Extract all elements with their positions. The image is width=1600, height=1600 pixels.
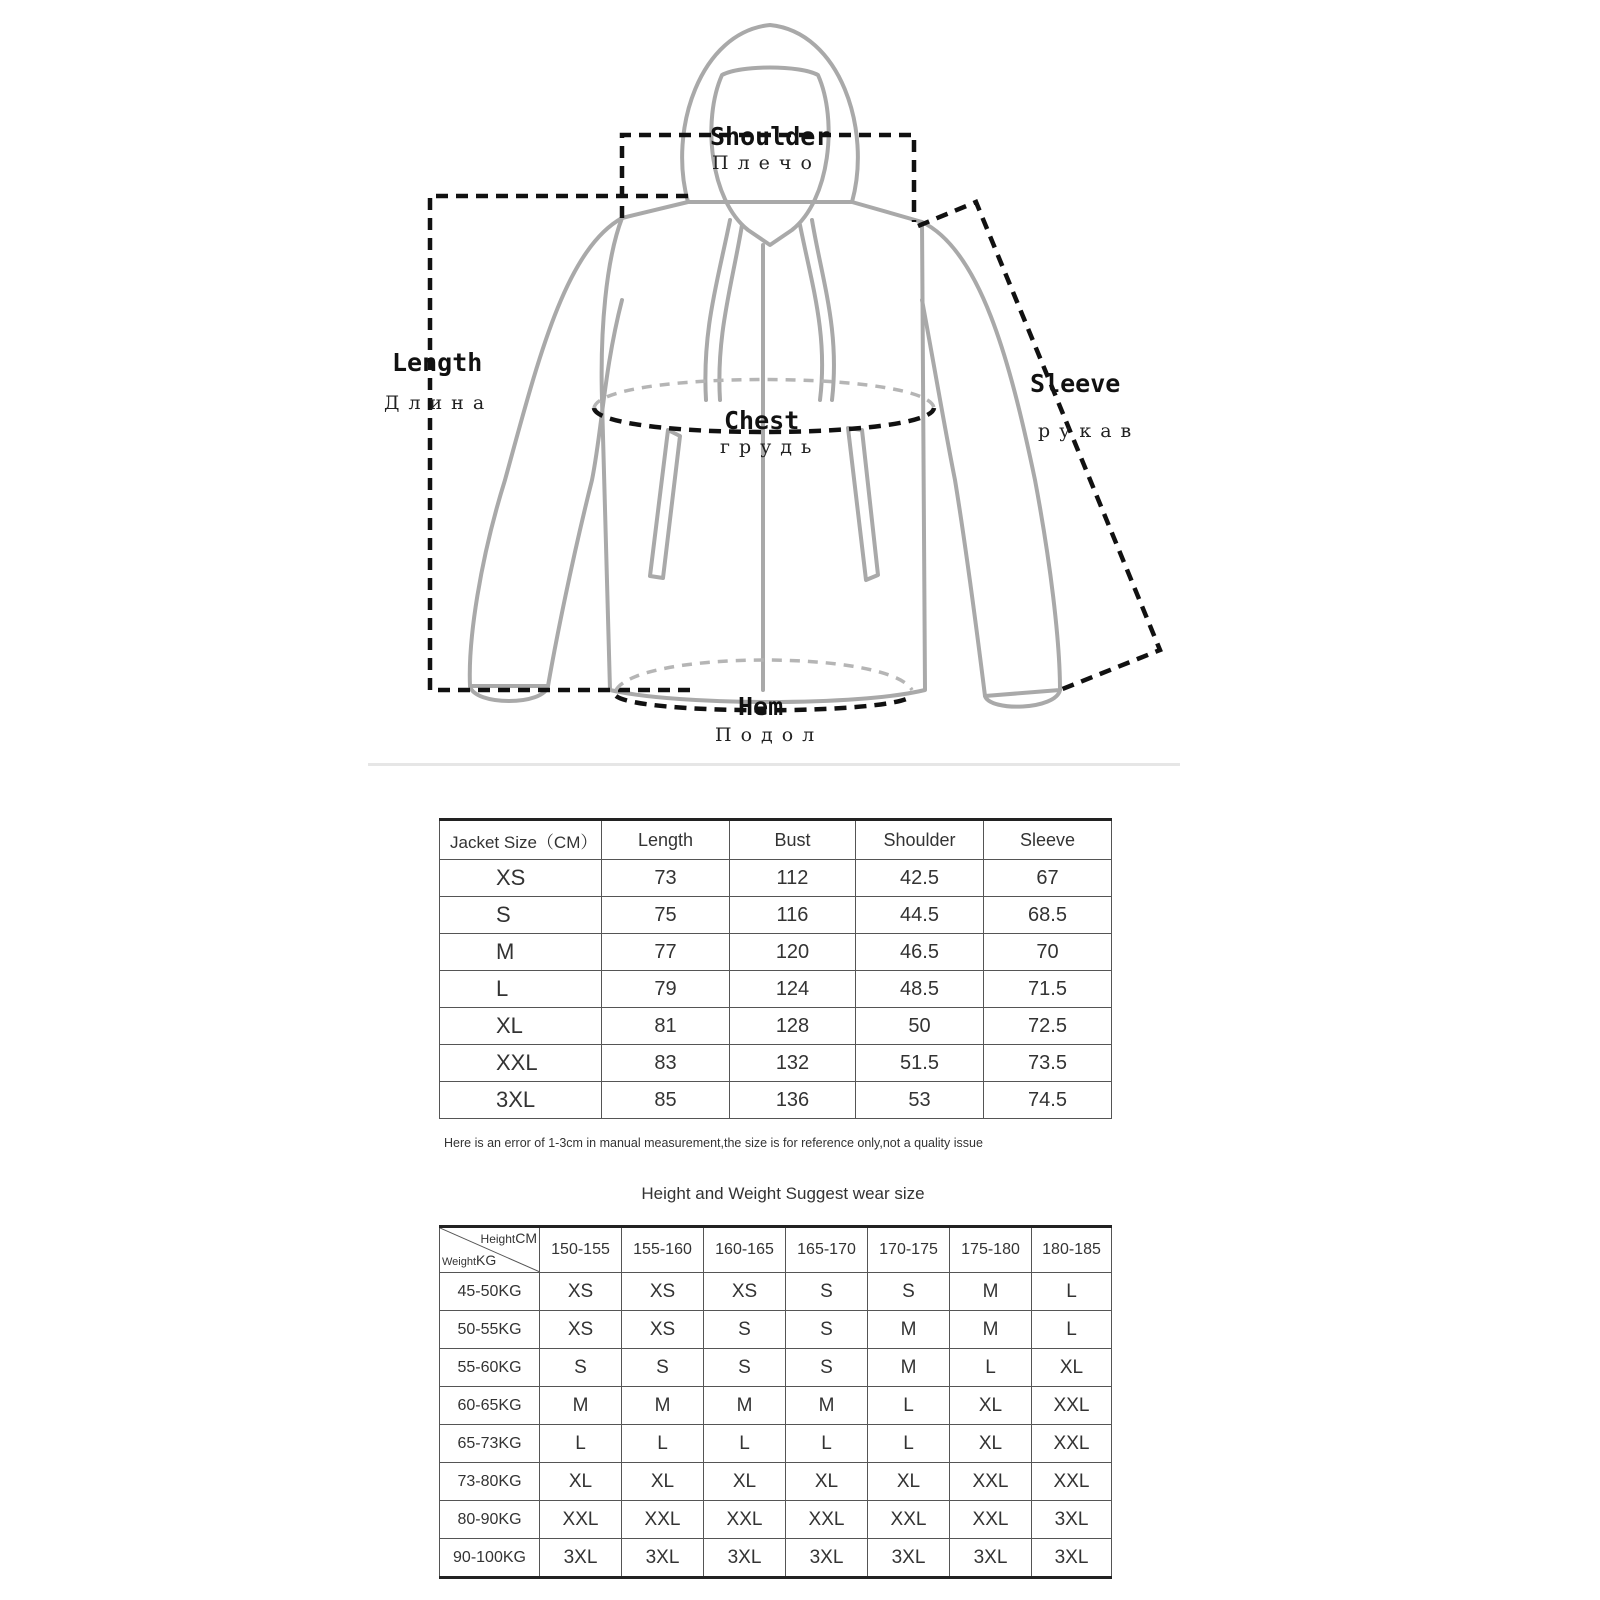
suggested-size-cell: XXL bbox=[540, 1501, 622, 1539]
weight-range-cell: 45-50KG bbox=[440, 1273, 540, 1311]
suggested-size-cell: S bbox=[786, 1349, 868, 1387]
weight-range-cell: 90-100KG bbox=[440, 1539, 540, 1578]
measurement-cell: 68.5 bbox=[984, 897, 1112, 934]
size-table-header-row bbox=[440, 820, 1112, 860]
measurement-cell: 50 bbox=[856, 1008, 984, 1045]
measurement-cell: 71.5 bbox=[984, 971, 1112, 1008]
hem-label: Hem bbox=[738, 692, 784, 721]
suggested-size-cell: S bbox=[704, 1311, 786, 1349]
suggested-size-cell: M bbox=[950, 1273, 1032, 1311]
suggested-size-cell: M bbox=[868, 1311, 950, 1349]
size-table-row bbox=[440, 934, 1112, 971]
size-label-cell: M bbox=[440, 934, 602, 971]
suggested-size-cell: XL bbox=[786, 1463, 868, 1501]
suggested-size-cell: S bbox=[540, 1349, 622, 1387]
suggested-size-cell: 3XL bbox=[1032, 1501, 1112, 1539]
size-table-header-cell: Jacket Size（CM） bbox=[440, 820, 602, 860]
suggested-size-cell: 3XL bbox=[868, 1539, 950, 1578]
suggested-size-cell: XS bbox=[540, 1273, 622, 1311]
measurement-cell: 124 bbox=[730, 971, 856, 1008]
measurement-cell: 42.5 bbox=[856, 860, 984, 897]
height-range-cell: 165-170 bbox=[786, 1227, 868, 1273]
wear-table-row bbox=[440, 1349, 1112, 1387]
weight-range-cell: 80-90KG bbox=[440, 1501, 540, 1539]
wear-table-row bbox=[440, 1425, 1112, 1463]
suggested-size-cell: XXL bbox=[950, 1501, 1032, 1539]
suggested-size-cell: XXL bbox=[1032, 1425, 1112, 1463]
right-drawstring bbox=[800, 220, 834, 400]
wear-table-row bbox=[440, 1387, 1112, 1425]
size-table-row bbox=[440, 897, 1112, 934]
height-range-cell: 170-175 bbox=[868, 1227, 950, 1273]
height-range-cell: 150-155 bbox=[540, 1227, 622, 1273]
suggested-size-cell: L bbox=[786, 1425, 868, 1463]
size-table-header-cell: Length bbox=[602, 820, 730, 860]
measurement-cell: 51.5 bbox=[856, 1045, 984, 1082]
measurement-cell: 112 bbox=[730, 860, 856, 897]
size-label-cell: L bbox=[440, 971, 602, 1008]
left-sleeve bbox=[470, 218, 622, 686]
left-pocket bbox=[650, 430, 680, 578]
suggested-size-cell: 3XL bbox=[540, 1539, 622, 1578]
suggested-size-cell: XS bbox=[540, 1311, 622, 1349]
suggested-size-cell: 3XL bbox=[622, 1539, 704, 1578]
size-label-cell: 3XL bbox=[440, 1082, 602, 1119]
suggested-size-cell: XL bbox=[540, 1463, 622, 1501]
weight-range-cell: 55-60KG bbox=[440, 1349, 540, 1387]
hem-label-ru: Подол bbox=[715, 724, 824, 746]
suggested-size-cell: XXL bbox=[868, 1501, 950, 1539]
length-label-ru: Длина bbox=[384, 392, 494, 414]
chest-label-ru: грудь bbox=[720, 436, 821, 458]
suggested-size-cell: XS bbox=[622, 1311, 704, 1349]
height-range-cell: 175-180 bbox=[950, 1227, 1032, 1273]
measurement-cell: 136 bbox=[730, 1082, 856, 1119]
chest-label: Chest bbox=[724, 406, 800, 435]
shoulder-label-ru: Плечо bbox=[712, 152, 821, 174]
suggested-size-cell: M bbox=[786, 1387, 868, 1425]
measurement-cell: 85 bbox=[602, 1082, 730, 1119]
size-table-header-cell: Sleeve bbox=[984, 820, 1112, 860]
wear-table-row bbox=[440, 1501, 1112, 1539]
suggested-size-cell: M bbox=[540, 1387, 622, 1425]
measurement-cell: 79 bbox=[602, 971, 730, 1008]
weight-range-cell: 60-65KG bbox=[440, 1387, 540, 1425]
suggested-size-cell: XL bbox=[1032, 1349, 1112, 1387]
right-pocket bbox=[848, 428, 878, 580]
measurement-cell: 81 bbox=[602, 1008, 730, 1045]
measurement-cell: 120 bbox=[730, 934, 856, 971]
suggested-size-cell: XS bbox=[704, 1273, 786, 1311]
suggested-size-cell: XXL bbox=[704, 1501, 786, 1539]
height-range-cell: 180-185 bbox=[1032, 1227, 1112, 1273]
measurement-cell: 75 bbox=[602, 897, 730, 934]
size-table-row bbox=[440, 1082, 1112, 1119]
wear-size-table bbox=[439, 1225, 1112, 1579]
size-table-header-cell: Shoulder bbox=[856, 820, 984, 860]
suggested-size-cell: XXL bbox=[786, 1501, 868, 1539]
size-table-row bbox=[440, 1008, 1112, 1045]
size-label-cell: XL bbox=[440, 1008, 602, 1045]
measurement-cell: 116 bbox=[730, 897, 856, 934]
measurement-cell: 73 bbox=[602, 860, 730, 897]
measurement-cell: 48.5 bbox=[856, 971, 984, 1008]
wear-table-header-row bbox=[440, 1227, 1112, 1273]
hood-outline bbox=[682, 25, 858, 202]
size-table bbox=[439, 818, 1112, 1119]
wear-table-row bbox=[440, 1463, 1112, 1501]
suggested-size-cell: L bbox=[868, 1425, 950, 1463]
suggested-size-cell: XXL bbox=[1032, 1463, 1112, 1501]
measurement-cell: 53 bbox=[856, 1082, 984, 1119]
wear-table-row bbox=[440, 1311, 1112, 1349]
suggested-size-cell: L bbox=[1032, 1311, 1112, 1349]
suggested-size-cell: L bbox=[622, 1425, 704, 1463]
right-sleeve bbox=[922, 222, 1060, 696]
wear-table-corner-cell bbox=[440, 1227, 540, 1273]
suggested-size-cell: XL bbox=[950, 1425, 1032, 1463]
height-range-cell: 155-160 bbox=[622, 1227, 704, 1273]
suggested-size-cell: L bbox=[704, 1425, 786, 1463]
length-label: Length bbox=[392, 348, 483, 377]
suggested-size-cell: XS bbox=[622, 1273, 704, 1311]
suggested-size-cell: M bbox=[950, 1311, 1032, 1349]
size-label-cell: XS bbox=[440, 860, 602, 897]
corner-height-label: HeightCM bbox=[480, 1230, 537, 1246]
corner-weight-label: WeightKG bbox=[442, 1252, 497, 1268]
sleeve-label-ru: рукав bbox=[1038, 420, 1141, 442]
wear-table-title: Height and Weight Suggest wear size bbox=[641, 1184, 925, 1203]
suggested-size-cell: XL bbox=[868, 1463, 950, 1501]
sleeve-label: Sleeve bbox=[1030, 369, 1121, 398]
measurement-cell: 72.5 bbox=[984, 1008, 1112, 1045]
measurement-cell: 132 bbox=[730, 1045, 856, 1082]
suggested-size-cell: S bbox=[786, 1311, 868, 1349]
size-table-header-cell: Bust bbox=[730, 820, 856, 860]
measurement-cell: 67 bbox=[984, 860, 1112, 897]
measurement-cell: 70 bbox=[984, 934, 1112, 971]
left-drawstring bbox=[705, 220, 742, 400]
size-label-cell: S bbox=[440, 897, 602, 934]
suggested-size-cell: S bbox=[704, 1349, 786, 1387]
suggested-size-cell: 3XL bbox=[704, 1539, 786, 1578]
jacket-diagram bbox=[0, 0, 1600, 770]
suggested-size-cell: L bbox=[868, 1387, 950, 1425]
suggested-size-cell: M bbox=[622, 1387, 704, 1425]
suggested-size-cell: L bbox=[540, 1425, 622, 1463]
suggested-size-cell: L bbox=[950, 1349, 1032, 1387]
measurement-note: Here is an error of 1-3cm in manual measurement,the size is for reference only,not a quality issue bbox=[444, 1136, 983, 1150]
measurement-cell: 44.5 bbox=[856, 897, 984, 934]
suggested-size-cell: M bbox=[868, 1349, 950, 1387]
suggested-size-cell: XXL bbox=[950, 1463, 1032, 1501]
suggested-size-cell: L bbox=[1032, 1273, 1112, 1311]
suggested-size-cell: M bbox=[704, 1387, 786, 1425]
height-range-cell: 160-165 bbox=[704, 1227, 786, 1273]
measurement-cell: 77 bbox=[602, 934, 730, 971]
suggested-size-cell: XXL bbox=[622, 1501, 704, 1539]
wear-table-row bbox=[440, 1539, 1112, 1578]
suggested-size-cell: 3XL bbox=[786, 1539, 868, 1578]
measurement-cell: 74.5 bbox=[984, 1082, 1112, 1119]
weight-range-cell: 65-73KG bbox=[440, 1425, 540, 1463]
suggested-size-cell: S bbox=[622, 1349, 704, 1387]
measurement-cell: 128 bbox=[730, 1008, 856, 1045]
weight-range-cell: 50-55KG bbox=[440, 1311, 540, 1349]
suggested-size-cell: 3XL bbox=[950, 1539, 1032, 1578]
suggested-size-cell: S bbox=[868, 1273, 950, 1311]
wear-table-row bbox=[440, 1273, 1112, 1311]
size-table-row bbox=[440, 1045, 1112, 1082]
size-label-cell: XXL bbox=[440, 1045, 602, 1082]
sleeve-measure-line bbox=[918, 202, 1160, 690]
shoulder-label: Shoulder bbox=[710, 122, 831, 151]
suggested-size-cell: 3XL bbox=[1032, 1539, 1112, 1578]
measurement-cell: 83 bbox=[602, 1045, 730, 1082]
suggested-size-cell: XXL bbox=[1032, 1387, 1112, 1425]
suggested-size-cell: XL bbox=[704, 1463, 786, 1501]
suggested-size-cell: XL bbox=[950, 1387, 1032, 1425]
measurement-cell: 46.5 bbox=[856, 934, 984, 971]
weight-range-cell: 73-80KG bbox=[440, 1463, 540, 1501]
size-table-row bbox=[440, 860, 1112, 897]
suggested-size-cell: S bbox=[786, 1273, 868, 1311]
section-divider bbox=[368, 763, 1180, 766]
suggested-size-cell: XL bbox=[622, 1463, 704, 1501]
measurement-cell: 73.5 bbox=[984, 1045, 1112, 1082]
size-table-row bbox=[440, 971, 1112, 1008]
